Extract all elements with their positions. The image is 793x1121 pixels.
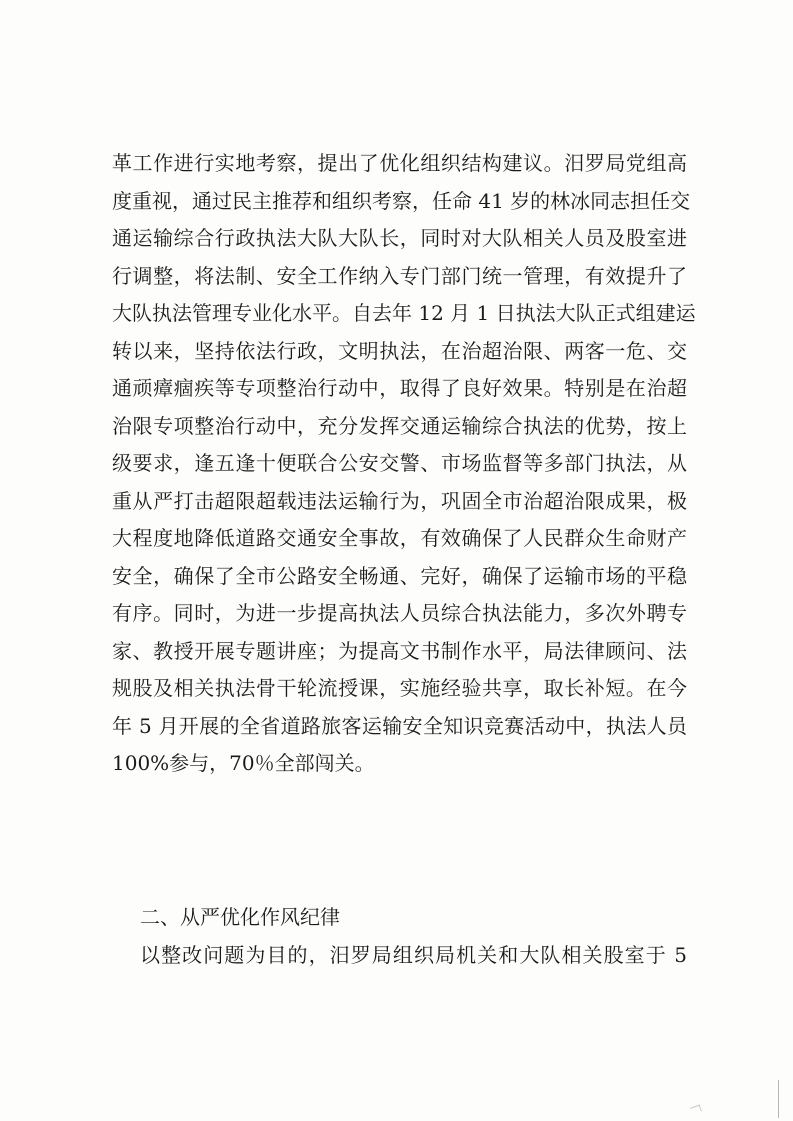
scan-artifact-mark <box>690 1105 702 1115</box>
paragraph-line: 大队执法管理专业化水平。自去年 12 月 1 日执法大队正式组建运 <box>112 301 696 325</box>
paragraph-line: 年 5 月开展的全省道路旅客运输安全知识竞赛活动中，执法人员 <box>112 713 687 738</box>
paragraph-line: 治限专项整治行动中，充分发挥交通运输综合执法的优势，按上 <box>112 413 687 438</box>
paragraph-line: 有序。同时，为进一步提高执法人员综合执法能力，多次外聘专 <box>112 601 687 625</box>
section-heading: 二、从严优化作风纪律 <box>140 905 340 929</box>
paragraph-line: 转以来，坚持依法行政，文明执法，在治超治限、两客一危、交 <box>112 338 687 363</box>
paragraph-line: 重从严打击超限超载违法运输行为，巩固全市治超治限成果，极 <box>112 488 687 513</box>
paragraph-line: 通运输综合行政执法大队大队长，同时对大队相关人员及股室进 <box>112 226 687 250</box>
paragraph-line: 100%参与，70％全部闯关。 <box>112 751 375 775</box>
paragraph-line: 革工作进行实地考察，提出了优化组织结构建议。汨罗局党组高 <box>112 151 687 175</box>
paragraph-line: 通顽瘴痼疾等专项整治行动中，取得了良好效果。特别是在治超 <box>112 376 687 400</box>
paragraph-line: 大程度地降低道路交通安全事故，有效确保了人民群众生命财产 <box>112 526 687 550</box>
paragraph-line: 规股及相关执法骨干轮流授课，实施经验共享，取长补短。在今 <box>112 676 687 700</box>
body-paragraph <box>112 145 696 783</box>
paragraph-line: 度重视，通过民主推荐和组织考察，任命 41 岁的林冰同志担任交 <box>112 188 691 213</box>
paragraph-line: 家、教授开展专题讲座；为提高文书制作水平，局法律顾问、法 <box>112 638 687 663</box>
paragraph-line: 安全，确保了全市公路安全畅通、完好，确保了运输市场的平稳 <box>112 563 687 588</box>
paragraph-line: 行调整，将法制、安全工作纳入专门部门统一管理，有效提升了 <box>112 263 687 288</box>
paragraph-line: 级要求，逢五逢十便联合公安交警、市场监督等多部门执法，从 <box>112 451 687 475</box>
scan-edge-mark <box>778 1080 779 1118</box>
next-paragraph-line: 以整改问题为目的，汨罗局组织局机关和大队相关股室于 5 <box>140 943 687 967</box>
